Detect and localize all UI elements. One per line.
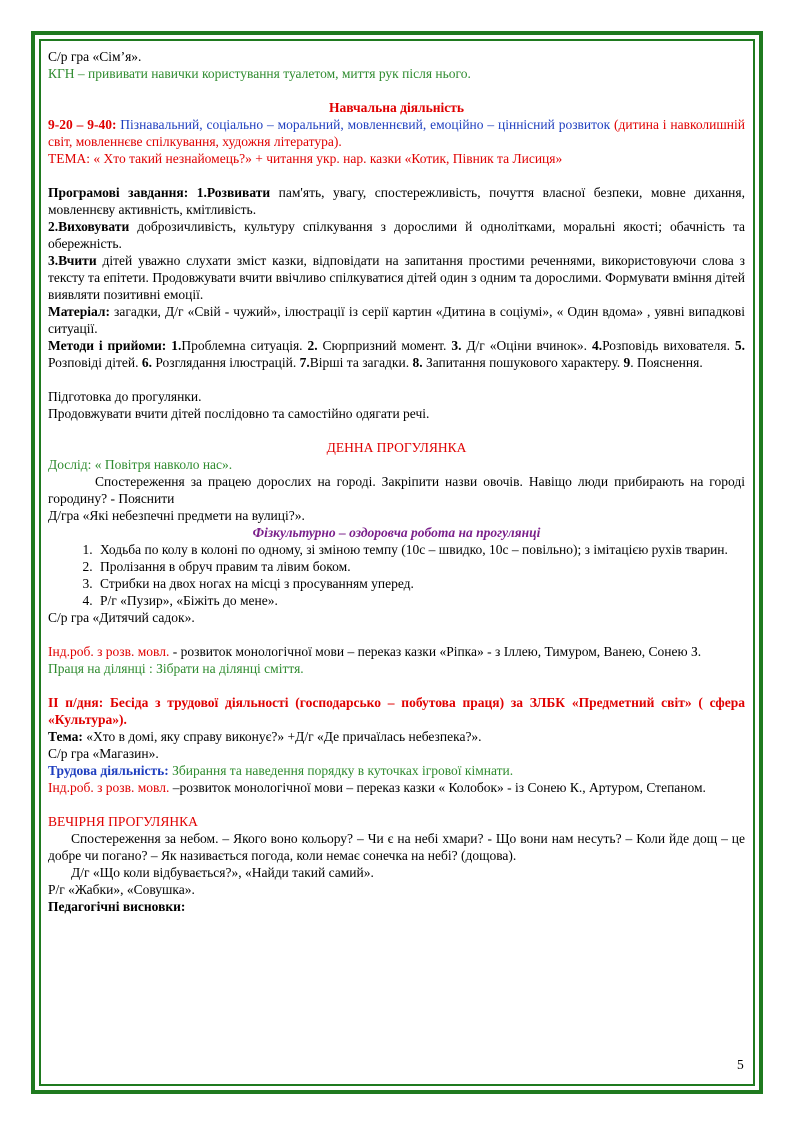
evening-dg: Д/г «Що коли відбувається?», «Найди такий самий». (71, 865, 374, 880)
list-item: 3. Стрибки на двох ногах на місці з просуванням уперед. (96, 575, 745, 592)
fitness-heading: Фізкультурно – оздоровча робота на прогулянці (252, 525, 541, 540)
afternoon-individual-work (48, 779, 745, 796)
evening-heading: ВЕЧІРНЯ ПРОГУЛЯНКА (48, 814, 198, 829)
kgn-line: КГН – прививати навички користування туалетом, миття рук після нього. (48, 66, 471, 81)
day-walk-heading: ДЕННА ПРОГУЛЯНКА (326, 440, 467, 455)
afternoon-heading: ІІ п/дня: Бесіда з трудової діяльності (господарсько – побутова праця) за ЗЛБК «Предметний світ» ( сфера «Культура»). (48, 695, 745, 727)
theme-label: Тема: (48, 729, 83, 744)
day-observation: Спостереження за працею дорослих на городі. Закріпити назви овочів. Навіщо люди прибирають на городі городину? - Пояснити (48, 474, 745, 506)
prep-line-2: Продовжувати вчити дітей послідовно та самостійно одягати речі. (48, 406, 430, 421)
task-2-label: 2.Виховувати (48, 219, 130, 234)
list-item: 1. Ходьба по колу в колоні по одному, зі зміною темпу (10с – швидко, 10с – повільно); з імітацією рухів тварин. (96, 541, 745, 558)
learning-time: 9-20 – 9-40: (48, 117, 117, 132)
labor-text: Збирання та наведення порядку в куточках ігрової кімнати. (168, 763, 514, 778)
evening-observation: Спостереження за небом. – Якого воно кольору? – Чи є на небі хмари? - Що вони нам несуть? – Коли йде дощ – це добре чи погано? – Як називається погода, коли немає сонечка на небі? (дощова). (48, 831, 745, 863)
day-labor: Праця на ділянці : Зібрати на ділянці сміття. (48, 661, 304, 676)
learning-areas-text: Пізнавальний, соціально – моральний, мовленнєвий, емоційно – ціннісний розвиток (116, 117, 611, 132)
list-item: 4. Р/г «Пузир», «Біжіть до мене». (96, 592, 745, 609)
pedagogical-conclusions: Педагогічні висновки: (48, 899, 186, 914)
labor-label: Трудова діяльність: (48, 763, 169, 778)
fitness-list (48, 541, 745, 609)
sr-game-family: С/р гра «Сім’я». (48, 49, 142, 64)
page-number: 5 (737, 1057, 744, 1072)
ind-text: - розвиток монологічної мови – переказ казки «Ріпка» - з Іллею, Тимуром, Ванею, Сонею З. (169, 644, 702, 659)
methods-label: Методи і прийоми: (48, 338, 167, 353)
task-2-text: доброзичливість, культуру спілкування з дорослими й однолітками, моральні якості; обачність та обережність. (48, 219, 745, 251)
list-item: 2. Пролізання в обруч правим та лівим боком. (96, 558, 745, 575)
document-body (48, 48, 745, 915)
program-label: Програмові завдання: (48, 185, 189, 200)
material-text: загадки, Д/г «Свій - чужий», ілюстрації із серії картин «Дитина в соціумі», « Один вдома» , уявні випадкові ситуації. (48, 304, 745, 336)
evening-rg: Р/г «Жабки», «Совушка». (48, 882, 195, 897)
methods-line: Методи і прийоми: 1.Проблемна ситуація. 2. Сюрпризний момент. 3. Д/г «Оціни вчинок». 4.Розповідь вихователя. 5. Розповіді дітей. 6. Розглядання ілюстрацій. 7.Вірші та загадки. 8. Запитання пошукового характеру. 9. Пояснення. (48, 338, 745, 370)
day-dg: Д/гра «Які небезпечні предмети на вулиці?». (48, 508, 305, 523)
learning-areas (48, 116, 745, 150)
learning-areas-extra: (дитина і навколишній світ, мовленнєве спілкування, художня література). (48, 117, 745, 149)
program-task-3 (48, 252, 745, 303)
ind-label: Інд.роб. з розв. мовл. (48, 644, 170, 659)
afternoon-theme (48, 728, 745, 745)
day-sr-game: С/р гра «Дитячий садок». (48, 610, 195, 625)
task-3-text: дітей уважно слухати зміст казки, відповідати на запитання простими реченнями, використовуючи слова з тексту та епітети. Продовжувати вчити ввічливо спілкуватися дітей один з одним та дорослими. Формувати вміння дітей виявляти позитивні емоції. (48, 253, 745, 302)
task-1-label: 1.Розвивати (188, 185, 271, 200)
task-1-text: пам'ять, увагу, спостережливість, почуття власної безпеки, мовне дихання, мовленнєву активність, кмітливість. (48, 185, 745, 217)
learning-heading: Навчальна діяльність (328, 100, 464, 115)
learning-theme: ТЕМА: « Хто такий незнайомець?» + читання укр. нар. казки «Котик, Півник та Лисиця» (48, 151, 563, 166)
experiment-line: Дослід: « Повітря навколо нас». (48, 457, 233, 472)
program-task-2 (48, 218, 745, 252)
afternoon-labor (48, 762, 745, 779)
prep-line-1: Підготовка до прогулянки. (48, 389, 202, 404)
afternoon-sr-game: С/р гра «Магазин». (48, 746, 159, 761)
ind-label: Інд.роб. з розв. мовл. (48, 780, 170, 795)
material-line (48, 303, 745, 337)
program-task-1 (48, 184, 745, 218)
task-3-label: 3.Вчити (48, 253, 97, 268)
material-label: Матеріал: (48, 304, 110, 319)
ind-text: –розвиток монологічної мови – переказ казки « Колобок» - із Сонею К., Артуром, Степаном. (169, 780, 706, 795)
day-individual-work (48, 643, 745, 660)
theme-text: «Хто в домі, яку справу виконує?» +Д/г «Де причаїлась небезпека?». (82, 729, 482, 744)
